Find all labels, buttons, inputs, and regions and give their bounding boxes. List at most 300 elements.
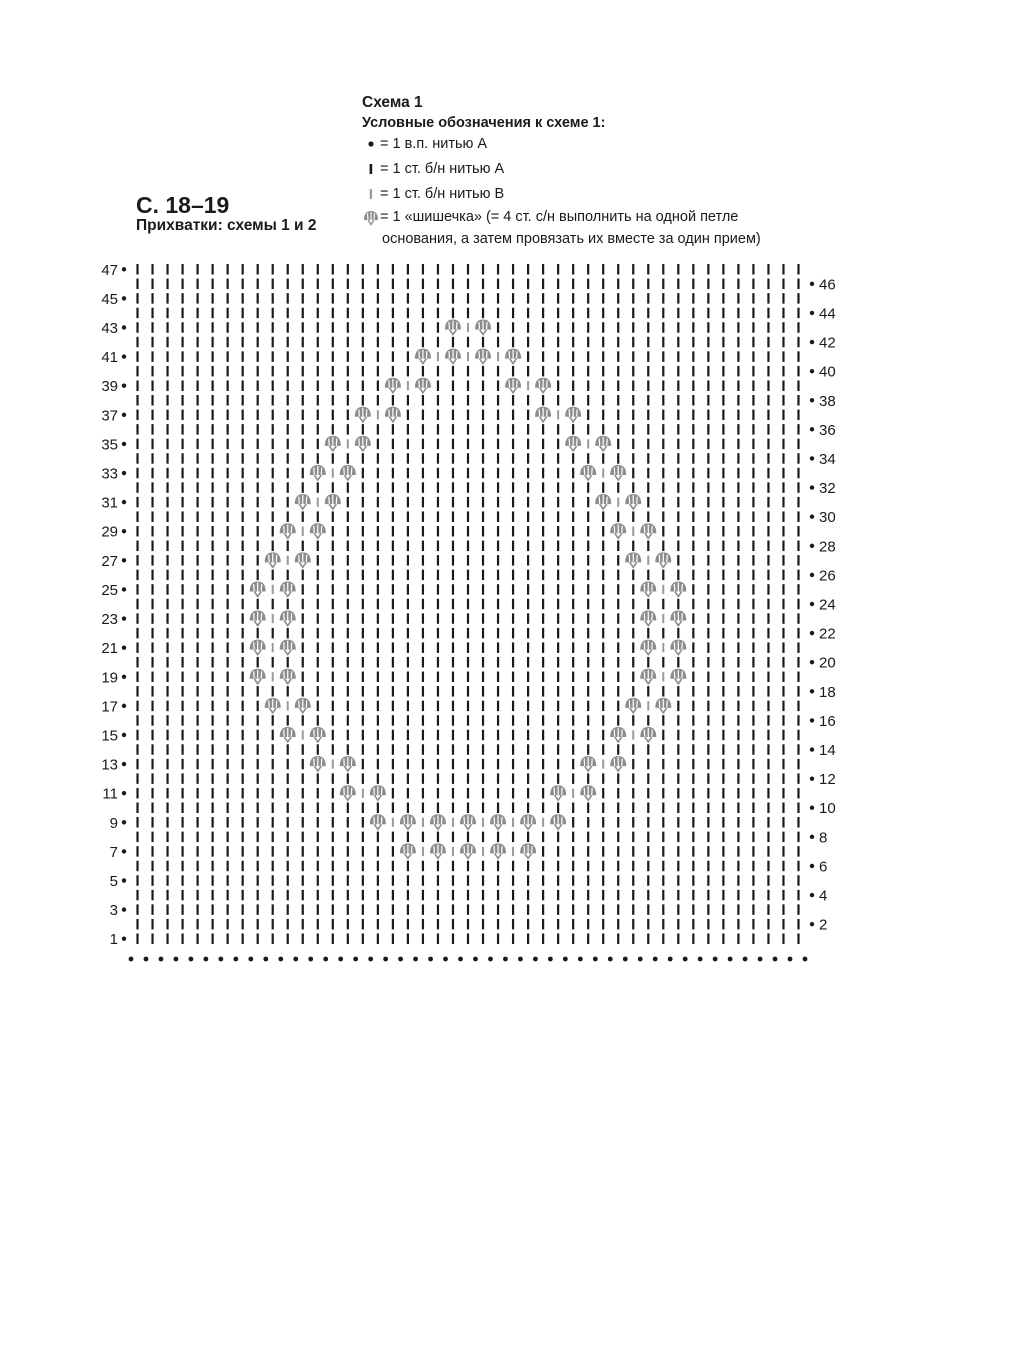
stitch-mark — [347, 395, 349, 405]
stitch-mark — [272, 628, 274, 638]
stitch-mark — [347, 264, 349, 274]
stitch-mark — [407, 366, 409, 376]
stitch-mark — [257, 380, 259, 390]
stitch-mark — [752, 642, 754, 652]
stitch-mark — [677, 497, 679, 507]
stitch-mark — [332, 555, 334, 565]
stitch-mark — [782, 657, 784, 667]
stitch-mark — [767, 642, 769, 652]
row-label-right: 4 — [819, 887, 828, 905]
stitch-mark — [602, 395, 604, 405]
stitch-mark — [647, 570, 649, 580]
stitch-mark — [197, 584, 199, 594]
stitch-mark — [166, 744, 168, 754]
stitch-mark — [437, 555, 439, 565]
stitch-mark — [151, 599, 153, 609]
stitch-mark — [782, 293, 784, 303]
stitch-mark — [737, 933, 739, 943]
foundation-chain-dot — [788, 957, 793, 962]
stitch-mark — [377, 875, 379, 885]
stitch-mark — [242, 730, 244, 740]
stitch-mark — [347, 846, 349, 856]
stitch-mark — [136, 366, 138, 376]
stitch-mark — [542, 672, 544, 682]
stitch-mark — [257, 788, 259, 798]
stitch-mark — [407, 468, 409, 478]
stitch-mark — [227, 337, 229, 347]
stitch-mark — [166, 832, 168, 842]
stitch-mark — [722, 497, 724, 507]
stitch-mark — [587, 555, 589, 565]
stitch-mark — [227, 628, 229, 638]
stitch-mark — [257, 701, 259, 711]
stitch-mark — [452, 904, 454, 914]
foundation-chain-dot — [668, 957, 673, 962]
stitch-mark — [407, 861, 409, 871]
stitch-mark — [707, 744, 709, 754]
stitch-mark — [317, 264, 319, 274]
stitch-mark — [242, 424, 244, 434]
stitch-mark — [482, 570, 484, 580]
stitch-mark — [377, 861, 379, 871]
stitch-mark — [136, 584, 138, 594]
stitch-mark — [181, 904, 183, 914]
stitch-mark — [452, 803, 454, 813]
stitch-mark — [647, 293, 649, 303]
stitch-mark — [407, 832, 409, 842]
stitch-mark — [677, 526, 679, 536]
foundation-chain-dot — [758, 957, 763, 962]
foundation-chain-dot — [563, 957, 568, 962]
stitch-mark — [467, 395, 469, 405]
stitch-mark — [707, 861, 709, 871]
stitch-mark — [197, 773, 199, 783]
stitch-mark — [752, 773, 754, 783]
stitch-mark — [647, 715, 649, 725]
stitch-mark — [392, 264, 394, 274]
legend-text-dark-stitch: = 1 ст. б/н нитью А — [380, 161, 505, 177]
yarn-b-stitch — [527, 381, 529, 390]
stitch-mark — [227, 264, 229, 274]
stitch-mark — [227, 366, 229, 376]
stitch-mark — [166, 759, 168, 769]
stitch-mark — [572, 846, 574, 856]
stitch-mark — [617, 511, 619, 521]
stitch-mark — [392, 701, 394, 711]
stitch-mark — [302, 380, 304, 390]
stitch-mark — [512, 279, 514, 289]
stitch-mark — [151, 817, 153, 827]
stitch-mark — [362, 730, 364, 740]
stitch-mark — [181, 482, 183, 492]
stitch-mark — [632, 861, 634, 871]
legend-text-bobble: = 1 «шишечка» (= 4 ст. с/н выполнить на одной петле — [380, 209, 739, 225]
stitch-mark — [752, 497, 754, 507]
stitch-mark — [347, 599, 349, 609]
stitch-mark — [767, 788, 769, 798]
stitch-mark — [767, 730, 769, 740]
stitch-mark — [242, 482, 244, 492]
turning-chain-dot — [810, 689, 814, 693]
stitch-mark — [572, 380, 574, 390]
stitch-mark — [647, 686, 649, 696]
stitch-mark — [362, 337, 364, 347]
stitch-mark — [512, 832, 514, 842]
stitch-mark — [452, 380, 454, 390]
stitch-mark — [527, 904, 529, 914]
stitch-mark — [136, 453, 138, 463]
stitch-mark — [317, 337, 319, 347]
stitch-mark — [542, 861, 544, 871]
stitch-mark — [362, 919, 364, 929]
stitch-mark — [377, 701, 379, 711]
stitch-mark — [722, 715, 724, 725]
stitch-mark — [707, 875, 709, 885]
stitch-mark — [797, 613, 799, 623]
stitch-mark — [452, 832, 454, 842]
stitch-mark — [497, 264, 499, 274]
stitch-mark — [722, 832, 724, 842]
stitch-mark — [482, 468, 484, 478]
stitch-mark — [332, 657, 334, 667]
stitch-mark — [347, 890, 349, 900]
stitch-mark — [602, 599, 604, 609]
stitch-mark — [722, 861, 724, 871]
bobble-stitch — [295, 698, 311, 713]
stitch-mark — [512, 715, 514, 725]
stitch-mark — [647, 424, 649, 434]
stitch-mark — [392, 832, 394, 842]
yarn-b-stitch — [662, 643, 664, 652]
stitch-mark — [482, 803, 484, 813]
stitch-mark — [677, 555, 679, 565]
stitch-mark — [407, 351, 409, 361]
stitch-mark — [227, 570, 229, 580]
stitch-mark — [692, 803, 694, 813]
stitch-mark — [422, 686, 424, 696]
stitch-mark — [197, 293, 199, 303]
stitch-mark — [677, 453, 679, 463]
stitch-mark — [287, 308, 289, 318]
stitch-mark — [602, 380, 604, 390]
foundation-chain-dot — [233, 957, 238, 962]
stitch-mark — [737, 526, 739, 536]
stitch-mark — [257, 817, 259, 827]
stitch-mark — [272, 497, 274, 507]
stitch-mark — [497, 904, 499, 914]
stitch-mark — [647, 817, 649, 827]
stitch-mark — [302, 686, 304, 696]
stitch-mark — [377, 919, 379, 929]
stitch-mark — [557, 308, 559, 318]
turning-chain-dot — [122, 354, 126, 358]
stitch-mark — [227, 919, 229, 929]
stitch-mark — [542, 468, 544, 478]
stitch-mark — [166, 424, 168, 434]
stitch-mark — [767, 686, 769, 696]
stitch-mark — [602, 686, 604, 696]
stitch-mark — [572, 424, 574, 434]
stitch-mark — [166, 730, 168, 740]
stitch-mark — [197, 788, 199, 798]
stitch-mark — [512, 453, 514, 463]
stitch-mark — [437, 715, 439, 725]
stitch-mark — [422, 657, 424, 667]
stitch-mark — [542, 642, 544, 652]
bobble-stitch — [265, 698, 281, 713]
stitch-mark — [737, 599, 739, 609]
stitch-mark — [317, 846, 319, 856]
stitch-mark — [707, 279, 709, 289]
stitch-mark — [181, 846, 183, 856]
stitch-mark — [632, 744, 634, 754]
stitch-mark — [512, 555, 514, 565]
stitch-mark — [227, 613, 229, 623]
stitch-mark — [587, 642, 589, 652]
stitch-mark — [647, 439, 649, 449]
stitch-mark — [242, 264, 244, 274]
stitch-mark — [302, 293, 304, 303]
stitch-mark — [617, 933, 619, 943]
stitch-mark — [347, 861, 349, 871]
stitch-mark — [422, 366, 424, 376]
stitch-mark — [136, 657, 138, 667]
stitch-mark — [242, 613, 244, 623]
stitch-mark — [242, 541, 244, 551]
stitch-mark — [692, 395, 694, 405]
bobble-stitch — [355, 436, 371, 451]
stitch-mark — [437, 541, 439, 551]
stitch-mark — [707, 337, 709, 347]
stitch-mark — [166, 890, 168, 900]
stitch-mark — [347, 672, 349, 682]
stitch-mark — [482, 686, 484, 696]
stitch-mark — [437, 904, 439, 914]
stitch-mark — [136, 322, 138, 332]
stitch-mark — [302, 395, 304, 405]
stitch-mark — [557, 322, 559, 332]
yarn-b-stitch — [572, 789, 574, 798]
stitch-mark — [602, 803, 604, 813]
stitch-mark — [347, 657, 349, 667]
stitch-mark — [482, 264, 484, 274]
stitch-mark — [317, 875, 319, 885]
row-label-right: 10 — [819, 800, 836, 818]
turning-chain-dot — [810, 427, 814, 431]
stitch-mark — [392, 599, 394, 609]
turning-chain-dot — [122, 704, 126, 708]
turning-chain-dot — [122, 558, 126, 562]
stitch-mark — [242, 308, 244, 318]
stitch-mark — [692, 773, 694, 783]
stitch-mark — [467, 541, 469, 551]
stitch-mark — [302, 482, 304, 492]
stitch-mark — [692, 380, 694, 390]
stitch-mark — [617, 672, 619, 682]
yarn-b-stitch — [662, 614, 664, 623]
stitch-mark — [302, 424, 304, 434]
stitch-mark — [197, 642, 199, 652]
stitch-mark — [722, 744, 724, 754]
stitch-mark — [257, 773, 259, 783]
stitch-mark — [257, 686, 259, 696]
turning-chain-dot — [810, 369, 814, 373]
stitch-mark — [227, 832, 229, 842]
stitch-mark — [512, 497, 514, 507]
stitch-mark — [407, 933, 409, 943]
stitch-mark — [227, 410, 229, 420]
stitch-mark — [542, 846, 544, 856]
stitch-mark — [181, 395, 183, 405]
stitch-mark — [332, 672, 334, 682]
stitch-mark — [722, 395, 724, 405]
stitch-mark — [737, 904, 739, 914]
stitch-mark — [737, 337, 739, 347]
stitch-mark — [272, 803, 274, 813]
stitch-mark — [422, 439, 424, 449]
stitch-mark — [527, 293, 529, 303]
stitch-mark — [632, 715, 634, 725]
stitch-mark — [707, 904, 709, 914]
stitch-mark — [287, 832, 289, 842]
yarn-b-stitch — [467, 323, 469, 332]
stitch-mark — [722, 366, 724, 376]
stitch-mark — [227, 279, 229, 289]
stitch-mark — [392, 511, 394, 521]
row-label-left: 39 — [101, 378, 118, 396]
stitch-mark — [302, 570, 304, 580]
bobble-stitch — [310, 465, 326, 480]
row-label-left: 27 — [101, 552, 118, 570]
stitch-mark — [332, 832, 334, 842]
stitch-mark — [587, 919, 589, 929]
stitch-mark — [767, 803, 769, 813]
stitch-mark — [166, 555, 168, 565]
stitch-mark — [272, 788, 274, 798]
stitch-mark — [752, 366, 754, 376]
stitch-mark — [166, 672, 168, 682]
stitch-mark — [302, 715, 304, 725]
stitch-mark — [407, 439, 409, 449]
stitch-mark — [377, 380, 379, 390]
stitch-mark — [302, 890, 304, 900]
stitch-mark — [332, 773, 334, 783]
stitch-mark — [632, 366, 634, 376]
stitch-mark — [257, 657, 259, 667]
stitch-mark — [272, 541, 274, 551]
stitch-mark — [677, 817, 679, 827]
stitch-mark — [181, 759, 183, 769]
stitch-mark — [377, 832, 379, 842]
stitch-mark — [617, 351, 619, 361]
stitch-mark — [617, 875, 619, 885]
stitch-mark — [572, 832, 574, 842]
stitch-mark — [692, 439, 694, 449]
stitch-mark — [497, 541, 499, 551]
stitch-mark — [722, 308, 724, 318]
stitch-mark — [362, 861, 364, 871]
stitch-mark — [362, 832, 364, 842]
stitch-mark — [752, 526, 754, 536]
stitch-mark — [467, 861, 469, 871]
stitch-mark — [242, 657, 244, 667]
stitch-mark — [467, 424, 469, 434]
stitch-mark — [392, 308, 394, 318]
stitch-mark — [212, 701, 214, 711]
stitch-mark — [332, 933, 334, 943]
stitch-mark — [212, 904, 214, 914]
stitch-mark — [437, 919, 439, 929]
stitch-mark — [527, 410, 529, 420]
stitch-mark — [617, 380, 619, 390]
stitch-mark — [797, 351, 799, 361]
stitch-mark — [136, 759, 138, 769]
stitch-mark — [647, 511, 649, 521]
stitch-mark — [557, 773, 559, 783]
stitch-mark — [527, 759, 529, 769]
stitch-mark — [737, 439, 739, 449]
stitch-mark — [587, 861, 589, 871]
stitch-mark — [737, 366, 739, 376]
stitch-mark — [347, 555, 349, 565]
stitch-mark — [166, 366, 168, 376]
stitch-mark — [166, 439, 168, 449]
stitch-mark — [752, 933, 754, 943]
stitch-mark — [151, 657, 153, 667]
stitch-mark — [317, 439, 319, 449]
stitch-mark — [602, 744, 604, 754]
stitch-mark — [632, 846, 634, 856]
turning-chain-dot — [810, 718, 814, 722]
stitch-mark — [257, 875, 259, 885]
stitch-mark — [287, 264, 289, 274]
turning-chain-dot — [810, 631, 814, 635]
stitch-mark — [437, 337, 439, 347]
stitch-mark — [512, 482, 514, 492]
stitch-mark — [497, 366, 499, 376]
stitch-mark — [572, 497, 574, 507]
stitch-mark — [482, 380, 484, 390]
stitch-mark — [452, 933, 454, 943]
turning-chain-dot — [122, 500, 126, 504]
stitch-mark — [181, 555, 183, 565]
stitch-mark — [542, 919, 544, 929]
stitch-mark — [482, 613, 484, 623]
stitch-mark — [512, 890, 514, 900]
stitch-mark — [437, 584, 439, 594]
stitch-mark — [677, 380, 679, 390]
stitch-mark — [602, 526, 604, 536]
turning-chain-dot — [122, 296, 126, 300]
stitch-mark — [632, 424, 634, 434]
stitch-mark — [527, 715, 529, 725]
stitch-mark — [452, 308, 454, 318]
stitch-mark — [587, 701, 589, 711]
stitch-mark — [197, 686, 199, 696]
stitch-mark — [302, 861, 304, 871]
stitch-mark — [377, 759, 379, 769]
stitch-mark — [422, 541, 424, 551]
stitch-mark — [542, 730, 544, 740]
foundation-chain-dot — [308, 957, 313, 962]
stitch-mark — [287, 686, 289, 696]
stitch-mark — [707, 715, 709, 725]
stitch-mark — [767, 861, 769, 871]
stitch-mark — [151, 803, 153, 813]
stitch-mark — [767, 933, 769, 943]
stitch-mark — [737, 541, 739, 551]
stitch-mark — [181, 351, 183, 361]
